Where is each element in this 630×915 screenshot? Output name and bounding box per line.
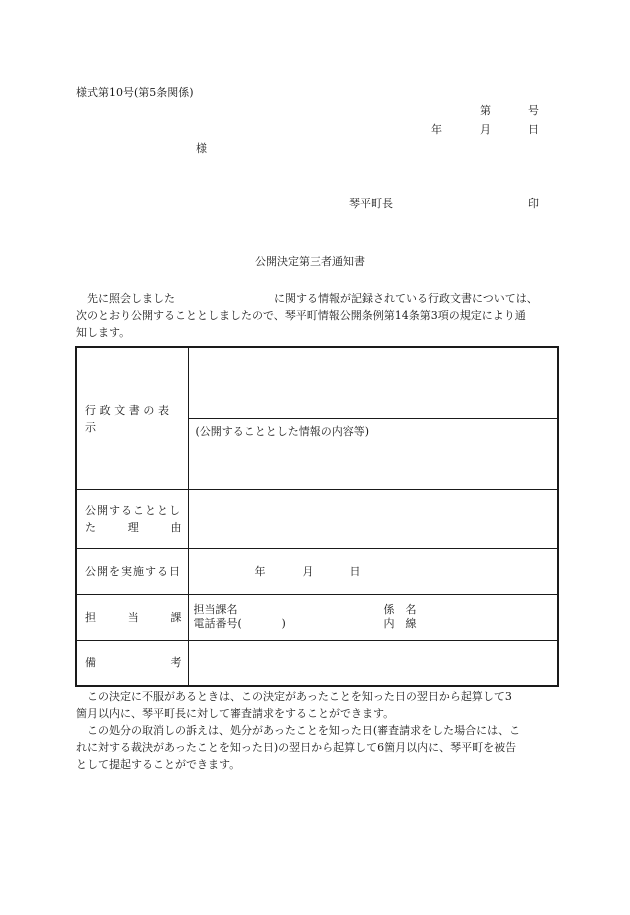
intro-line-1b: に関する情報が記録されている行政文書については、 [274, 292, 538, 305]
label-department [76, 595, 188, 641]
date-day: 日 [528, 123, 539, 136]
cell-remarks [188, 641, 558, 686]
section-label: 係 名 [383, 603, 417, 616]
row-remarks [76, 641, 558, 686]
cell-department [188, 595, 558, 641]
dept-name-label: 担当課名 [193, 603, 238, 616]
issuer-name: 琴平町長 [349, 197, 393, 210]
date-month: 月 [480, 123, 491, 136]
doc-number-dai: 第 [480, 104, 491, 117]
addressee-honorific: 様 [196, 142, 207, 155]
phone-close: ) [281, 617, 286, 630]
intro-line-2: 次のとおり公開することとしましたので、琴平町情報公開条例第14条第3項の規定により通 [76, 309, 526, 322]
cell-document-display [188, 347, 558, 490]
notes-section [76, 688, 560, 773]
doc-number-go: 号 [528, 104, 539, 117]
date-year: 年 [431, 123, 442, 136]
note2-line2: れに対する裁決があったことを知った日)の翌日から起算して6箇月以内に、琴平町を被告 [76, 741, 517, 754]
seal-mark: 印 [528, 197, 539, 210]
impl-day: 日 [349, 565, 361, 578]
intro-line-1 [76, 290, 560, 307]
note1-line2: 箇月以内に、琴平町長に対して審査請求をすることができます。 [76, 707, 395, 720]
intro-paragraph [76, 290, 560, 341]
label-reason [76, 490, 188, 549]
row-document-display [76, 347, 558, 490]
note1-line1: この決定に不服があるときは、この決定があったことを知った日の翌日から起算して3 [87, 690, 512, 703]
label-remarks-text: 備 考 [85, 656, 182, 670]
intro-line-3: 知します。 [76, 326, 131, 339]
document-display-field [189, 348, 558, 419]
disclosed-info-field [189, 419, 558, 489]
label-remarks [76, 641, 188, 686]
label-implementation-date: 公開を実施する日 [76, 549, 188, 595]
row-department [76, 595, 558, 641]
note2-line3: として提起することができます。 [76, 758, 241, 771]
label-reason-line2: た 理 由 [85, 521, 182, 534]
label-reason-line1: 公開することとし [85, 504, 181, 517]
cell-implementation-date [188, 549, 558, 595]
impl-month: 月 [302, 565, 314, 578]
intro-line-1a: 先に照会しました [87, 292, 175, 305]
document-title: 公開決定第三者通知書 [255, 255, 365, 268]
row-implementation-date [76, 549, 558, 595]
document-table [75, 346, 559, 687]
cell-reason [188, 490, 558, 549]
label-department-text: 担 当 課 [85, 611, 182, 624]
row-reason [76, 490, 558, 549]
form-number: 様式第10号(第5条関係) [76, 86, 194, 99]
disclosed-info-caption: (公開することとした情報の内容等) [195, 425, 370, 438]
impl-year: 年 [254, 565, 266, 578]
extension-label: 内 線 [383, 617, 417, 630]
label-document-display: 行政文書の表示 [76, 347, 188, 490]
phone-label: 電話番号( [193, 617, 242, 630]
note2-line1: この処分の取消しの訴えは、処分があったことを知った日(審査請求をした場合には、こ [87, 724, 521, 737]
